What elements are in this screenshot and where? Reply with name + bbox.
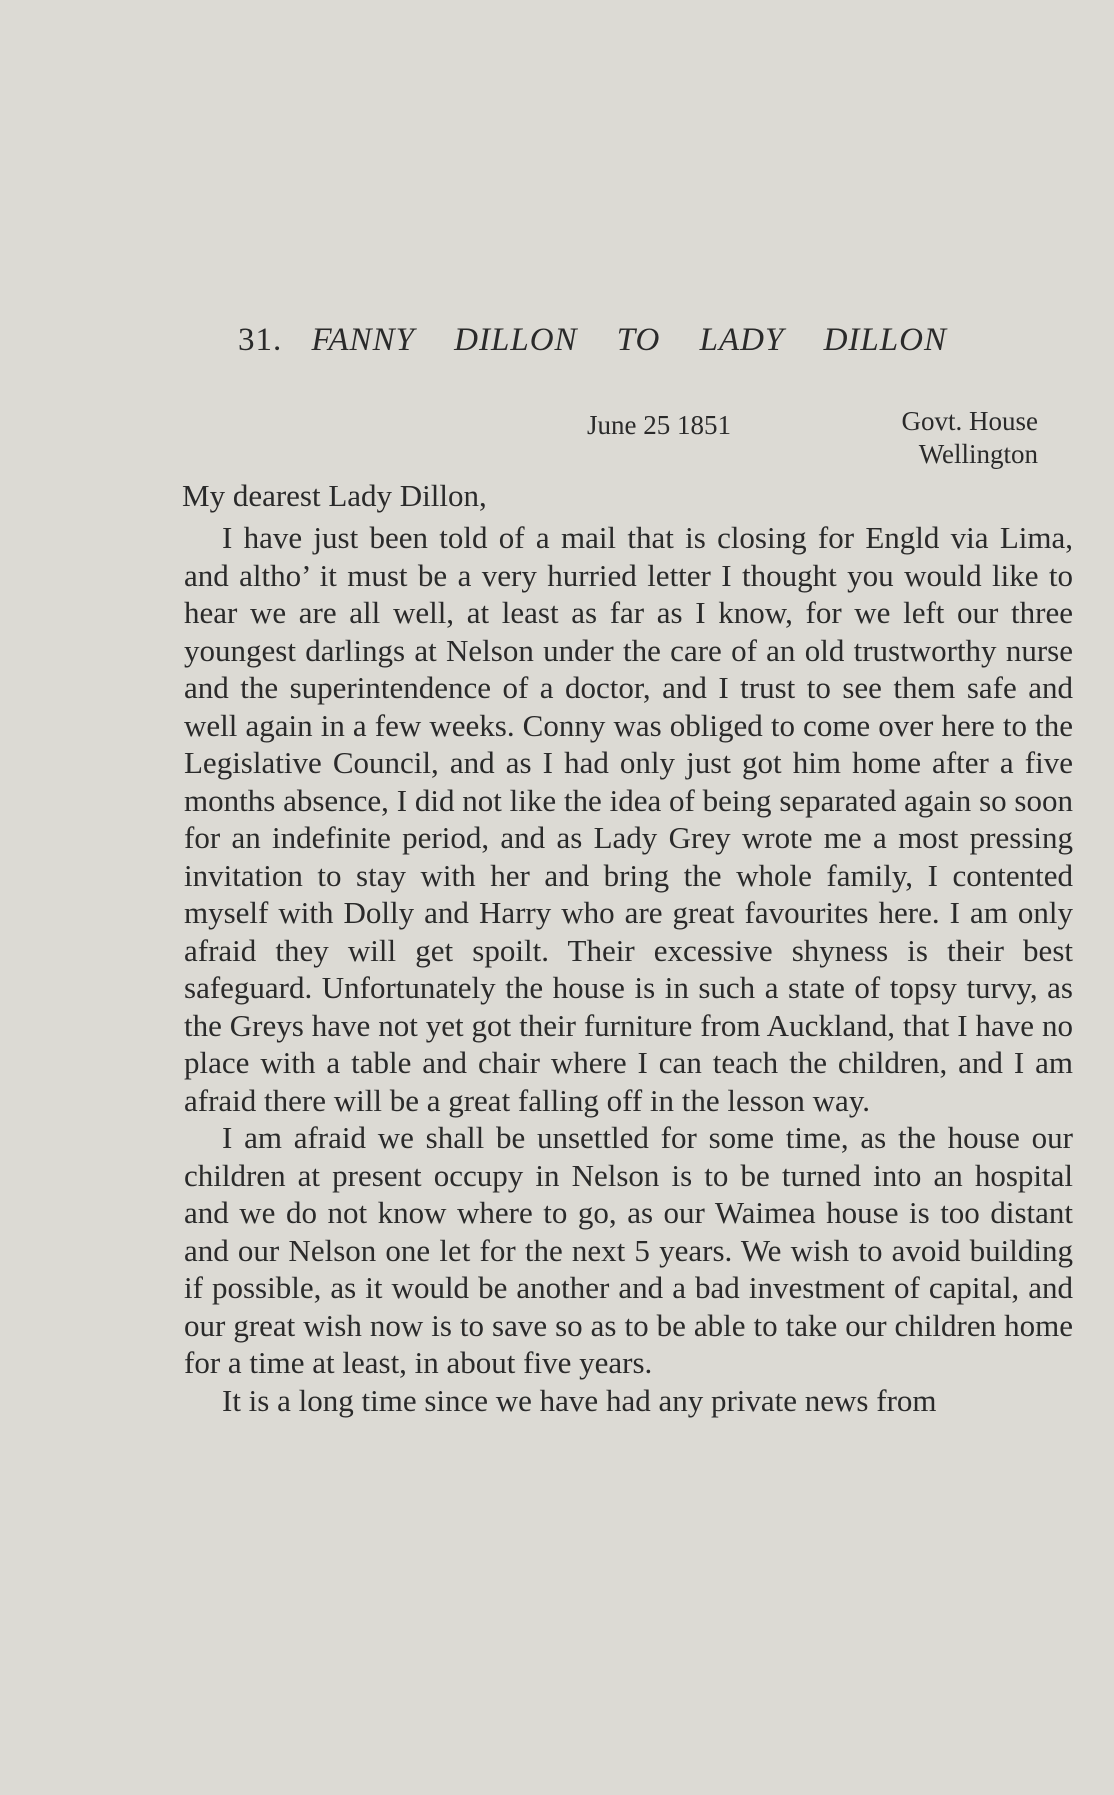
letter-body	[184, 519, 1073, 1419]
paragraph-2: I am afraid we shall be unsettled for some time, as the house our children at present occupy in Nelson is to be turned into an hospital and we do not know where to go, as our Waimea house is too distant and our Nelson one let for the next 5 years. We wish to avoid building if possible, as it would be another and a bad investment of capital, and our great wish now is to save so as to be able to take our children home for a time at least, in about five years.	[184, 1120, 1073, 1380]
paragraph-1: I have just been told of a mail that is closing for Engld via Lima, and altho’ it must be a very hurried letter I thought you would like to hear we are all well, at least as far as I know, for we left our three youngest darlings at Nelson under the care of an old trustworthy nurse and the superintendence of a doctor, and I trust to see them safe and well again in a few weeks. Conny was obliged to come over here to the Legislative Council, and as I had only just got him home after a five months absence, I did not like the idea of being separated again so soon for an indefinite period, and as Lady Grey wrote me a most pressing invitation to stay with her and bring the whole family, I contented myself with Dolly and Harry who are great favourites here. I am only afraid they will get spoilt. Their excessive shyness is their best safeguard. Unfortunately the house is in such a state of topsy turvy, as the Greys have not yet got their furniture from Auckland, that I have no place with a table and chair where I can teach the children, and I am afraid there will be a great falling off in the lesson way.	[184, 520, 1073, 1118]
paragraph-3: It is a long time since we have had any private news from	[222, 1382, 937, 1418]
address-line-1: Govt. House	[901, 406, 1038, 436]
letter-date: June 25 1851	[587, 410, 731, 440]
letter-heading	[238, 322, 1018, 359]
letter-number: 31.	[238, 322, 283, 358]
address-line-2: Wellington	[918, 439, 1038, 469]
letter-address	[902, 405, 1039, 471]
letter-title: FANNY DILLON TO LADY DILLON	[311, 322, 947, 358]
salutation: My dearest Lady Dillon,	[182, 478, 487, 513]
